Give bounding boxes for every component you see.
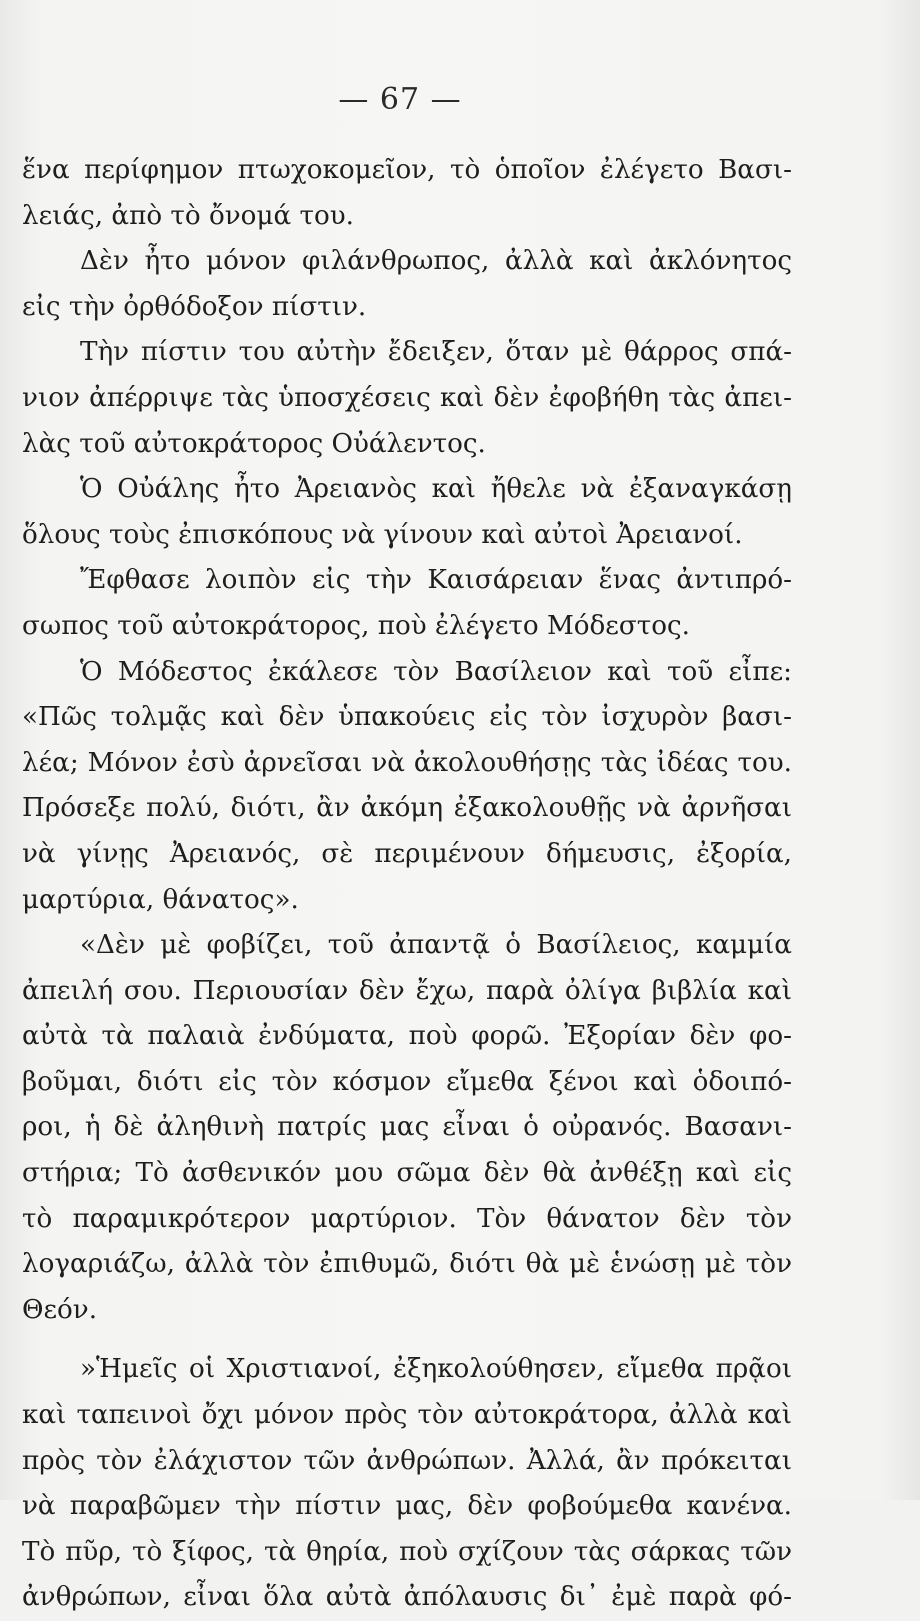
text-line: λειάς, ἀπὸ τὸ ὄνομά του. [22,200,354,231]
text-line: ὅλους τοὺς ἐπισκόπους νὰ γίνουν καὶ αὐτοὶ Ἀρειανοί. [22,519,743,550]
text-line: ἀπειλή σου. Περιουσίαν δὲν ἔχω, παρὰ ὀλίγα βιβλία καὶ [22,975,792,1006]
text-line: λέα; Μόνον ἐσὺ ἀρνεῖσαι νὰ ἀκολουθήσῃς τὰς ἰδέας του. [22,747,792,778]
text-line: αὐτὰ τὰ παλαιὰ ἐνδύματα, ποὺ φορῶ. Ἐξορίαν δὲν φο- [22,1021,792,1052]
text-line: λὰς τοῦ αὐτοκράτορος Οὐάλεντος. [22,428,486,459]
text-line: ἕνα περίφημον πτωχοκομεῖον, τὸ ὁποῖον ἐλέγετο Βασι- [22,155,792,185]
text-line: καὶ ταπεινοὶ ὄχι μόνον πρὸς τὸν αὐτοκράτορα, ἀλλὰ καὶ [22,1400,792,1431]
text-line: Τὸ πῦρ, τὸ ξίφος, τὰ θηρία, ποὺ σχίζουν τὰς σάρκας τῶν [22,1536,792,1567]
text-line: νιον ἀπέρριψε τὰς ὑποσχέσεις καὶ δὲν ἐφοβήθη τὰς ἀπει- [22,382,792,413]
text-line: Θεόν. [22,1294,98,1325]
text-line: Πρόσεξε πολύ, διότι, ἂν ἀκόμη ἐξακολουθῇς νὰ ἀρνῆσαι [22,793,792,824]
paragraph-gap [22,1333,792,1347]
text-line: λογαριάζω, ἀλλὰ τὸν ἐπιθυμῶ, διότι θὰ μὲ ἑνώσῃ μὲ τὸν [22,1249,792,1280]
text-line: πρὸς τὸν ἐλάχιστον τῶν ἀνθρώπων. Ἀλλά, ἂν πρόκειται [22,1445,792,1476]
text-line: νὰ παραβῶμεν τὴν πίστιν μας, δὲν φοβούμεθα κανένα. [22,1491,792,1522]
text-line: »Ἡμεῖς οἱ Χριστιανοί, ἐξηκολούθησεν, εἴμεθα πρᾷοι [80,1354,792,1385]
text-line: στήρια; Τὸ ἀσθενικόν μου σῶμα δὲν θὰ ἀνθέξῃ καὶ εἰς [22,1158,792,1189]
text-line: «Δὲν μὲ φοβίζει, τοῦ ἀπαντᾷ ὁ Βασίλειος, καμμία [80,930,792,961]
text-line: νὰ γίνῃς Ἀρειανός, σὲ περιμένουν δήμευσις, ἐξορία, [22,838,792,869]
text-line: τὸ παραμικρότερον μαρτύριον. Τὸν θάνατον δὲν τὸν [22,1203,792,1234]
body-text [22,148,792,1621]
text-line: Δὲν ἦτο μόνον φιλάνθρωπος, ἀλλὰ καὶ ἀκλόνητος [80,246,792,277]
text-line: εἰς τὴν ὀρθόδοξον πίστιν. [22,291,367,322]
text-line: Τὴν πίστιν του αὐτὴν ἔδειξεν, ὅταν μὲ θάρρος σπά- [80,337,792,368]
text-line: ἀνθρώπων, εἶναι ὅλα αὐτὰ ἀπόλαυσις δι᾽ ἐμὲ παρὰ φό- [22,1582,792,1613]
text-line: «Πῶς τολμᾷς καὶ δὲν ὑπακούεις εἰς τὸν ἰσχυρὸν βασι- [22,702,792,733]
text-line: ροι, ἡ δὲ ἀληθινὴ πατρίς μας εἶναι ὁ οὐρανός. Βασανι- [22,1112,792,1143]
page-number: — 67 — [338,82,462,117]
text-line: Ὁ Οὐάλης ἦτο Ἀρειανὸς καὶ ἤθελε νὰ ἐξαναγκάσῃ [80,474,792,505]
text-line: Ἔφθασε λοιπὸν εἰς τὴν Καισάρειαν ἕνας ἀντιπρό- [80,565,792,596]
text-line: Ὁ Μόδεστος ἐκάλεσε τὸν Βασίλειον καὶ τοῦ εἶπε: [80,656,792,687]
text-line: μαρτύρια, θάνατος». [22,884,299,915]
text-line: βοῦμαι, διότι εἰς τὸν κόσμον εἴμεθα ξένοι καὶ ὁδοιπό- [22,1066,792,1097]
text-line: σωπος τοῦ αὐτοκράτορος, ποὺ ἐλέγετο Μόδεστος. [22,610,690,641]
